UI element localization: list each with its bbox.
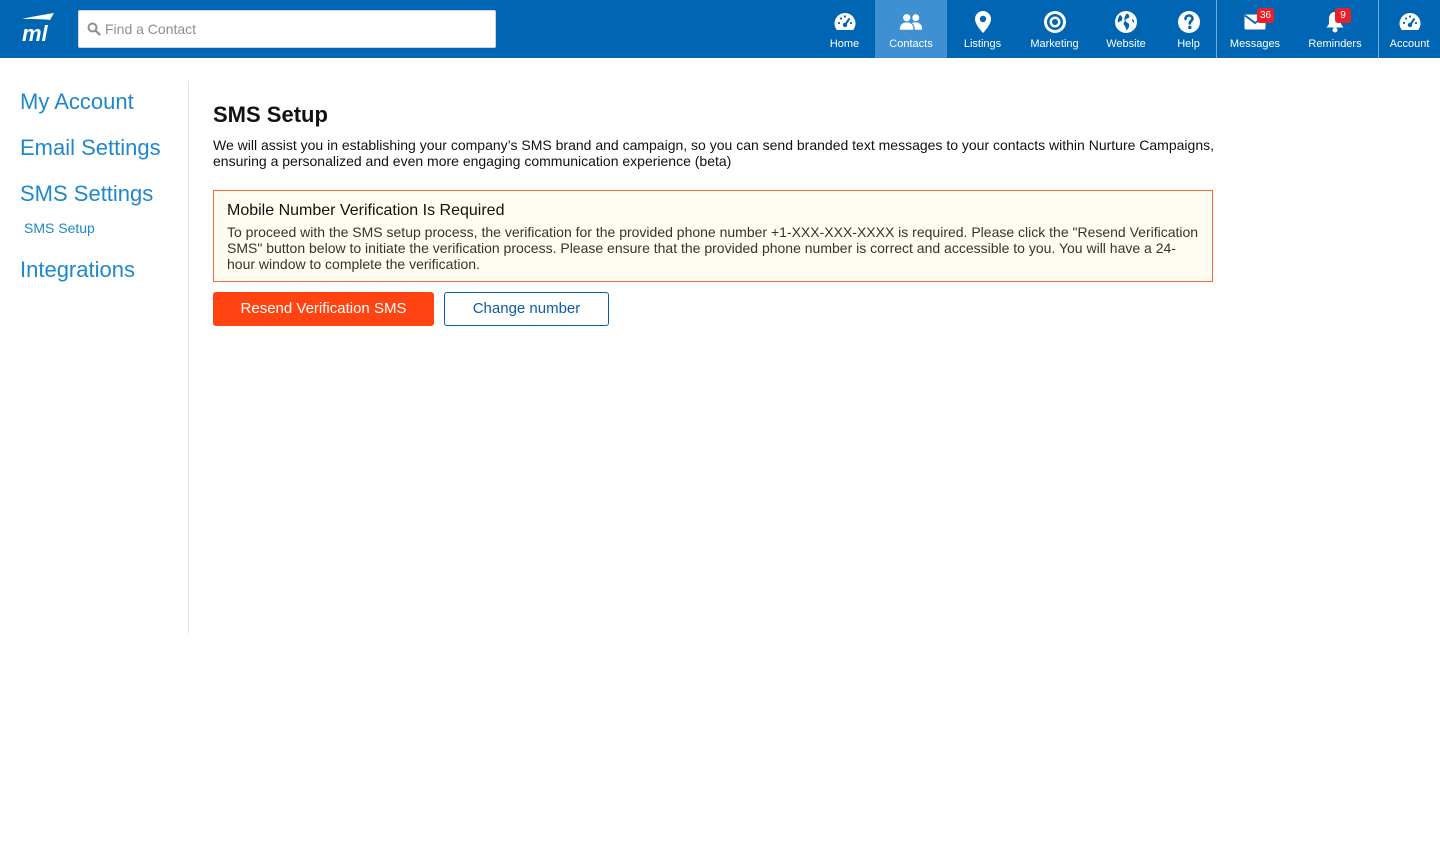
alert-title: Mobile Number Verification Is Required <box>227 202 505 219</box>
map-pin-icon <box>971 10 995 34</box>
nav-contacts[interactable] <box>875 0 947 58</box>
svg-text:ml: ml <box>22 21 48 45</box>
dashboard-icon <box>1398 10 1422 34</box>
dashboard-icon <box>833 10 857 34</box>
nav-home[interactable] <box>814 0 875 58</box>
nav-marketing-label: Marketing <box>1030 38 1079 50</box>
change-number-button[interactable]: Change number <box>444 292 609 326</box>
nav-reminders[interactable] <box>1298 0 1372 58</box>
envelope-icon <box>1243 10 1272 34</box>
top-navigation-bar <box>0 0 1440 58</box>
search-input[interactable] <box>105 11 485 47</box>
question-icon <box>1177 10 1201 34</box>
nav-website[interactable] <box>1091 0 1161 58</box>
nav-account-label: Account <box>1389 38 1430 50</box>
settings-sidebar <box>0 81 189 633</box>
sidebar-item-sms-settings[interactable]: SMS Settings <box>20 181 154 206</box>
sidebar-item-email-settings[interactable]: Email Settings <box>20 135 161 160</box>
messages-badge: 36 <box>1257 8 1274 23</box>
resend-verification-sms-button[interactable]: Resend Verification SMS <box>213 292 434 326</box>
nav-listings-label: Listings <box>963 38 1002 50</box>
nav-messages[interactable] <box>1217 0 1293 58</box>
sidebar-item-integrations[interactable]: Integrations <box>20 257 135 282</box>
nav-marketing[interactable] <box>1018 0 1091 58</box>
nav-contacts-label: Contacts <box>889 38 933 50</box>
bell-icon <box>1323 10 1347 34</box>
sidebar-subitem-sms-setup[interactable]: SMS Setup <box>24 220 95 236</box>
page-description: We will assist you in establishing your company’s SMS brand and campaign, so you can send branded text messages to your contacts within Nurture Campaigns, ensuring a personalized and even more engaging communication experience (beta) <box>213 137 1214 169</box>
nav-reminders-label: Reminders <box>1308 38 1362 50</box>
nav-help-label: Help <box>1177 38 1200 50</box>
globe-icon <box>1114 10 1138 34</box>
page-title: SMS Setup <box>213 102 328 127</box>
verification-alert <box>213 190 1213 282</box>
logo-icon[interactable] <box>20 11 56 45</box>
target-icon <box>1043 10 1067 34</box>
nav-help[interactable] <box>1161 0 1216 58</box>
sidebar-item-my-account[interactable]: My Account <box>20 89 134 114</box>
contacts-icon <box>899 10 923 34</box>
search-box <box>78 10 496 48</box>
nav-website-label: Website <box>1106 38 1146 50</box>
nav-home-label: Home <box>829 38 860 50</box>
nav-messages-label: Messages <box>1229 38 1281 50</box>
nav-account[interactable] <box>1379 0 1440 58</box>
alert-body: To proceed with the SMS setup process, the verification for the provided phone number +1-XXX-XXX-XXXX is required. Please click the "Resend Verification SMS" button below to initiate the verification process. Please ensure that the provided phone number is correct and accessible to you. You will have a 24-hour window to complete the verification. <box>227 224 1199 272</box>
nav-listings[interactable] <box>947 0 1018 58</box>
search-icon <box>87 22 101 36</box>
reminders-badge: 9 <box>1335 8 1351 23</box>
